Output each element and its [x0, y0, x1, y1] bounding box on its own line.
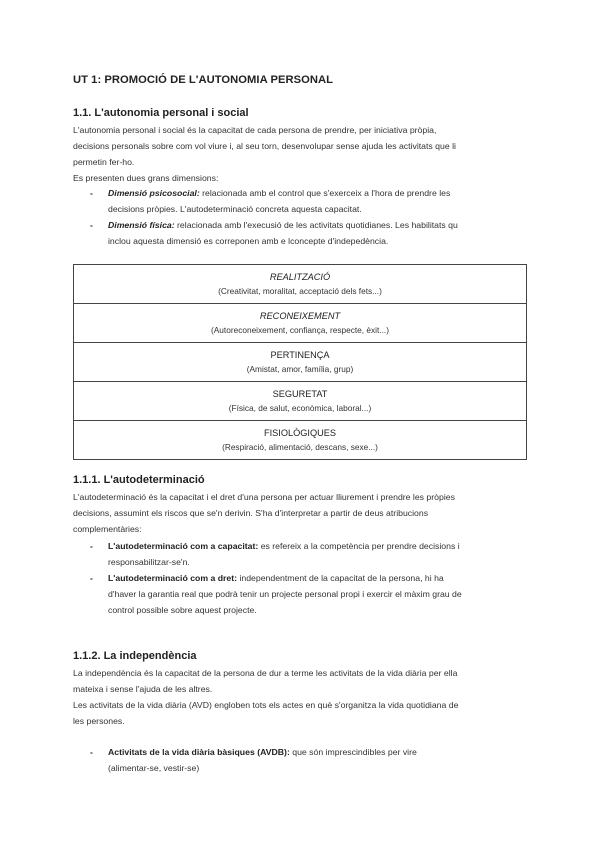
bullet-dash: - [90, 573, 93, 583]
paragraph-line: L'autonomia personal i social és la capacitat de cada persona de prendre, per iniciativa pròpia, [73, 125, 437, 135]
bullet-term: L'autodeterminació com a dret: [108, 573, 238, 583]
bullet-term: Activitats de la vida diària bàsiques (AVDB): [108, 747, 290, 757]
bullet-dret [108, 570, 462, 618]
bullet-text: relacionada amb el control que s'exerceix a l'hora de prendre les [199, 188, 451, 198]
bullet-text: independentment de la capacitat de la persona, hi ha [237, 573, 444, 583]
section-1-1-2-paragraph [73, 665, 458, 729]
paragraph-line: Les activitats de la vida diària (AVD) engloben tots els actes en què s'organitza la vida quotidiana de [73, 700, 459, 710]
pyramid-row-realitzacio [74, 265, 526, 304]
document-title: UT 1: PROMOCIÓ DE L'AUTONOMIA PERSONAL [73, 74, 334, 86]
paragraph-line: les persones. [73, 716, 125, 726]
section-1-1-2-heading: 1.1.2. La independència [73, 650, 197, 662]
section-1-1-paragraph [73, 122, 456, 186]
section-1-1-heading: 1.1. L'autonomia personal i social [73, 107, 249, 119]
pyramid-row-reconeixement [74, 304, 526, 343]
pyramid-row-desc: (Física, de salut, econòmica, laboral...) [228, 403, 372, 413]
section-1-1-1-heading: 1.1.1. L'autodeterminació [73, 474, 205, 486]
pyramid-row-desc: (Respiració, alimentació, descans, sexe...) [222, 442, 378, 452]
bullet-text: relacionada amb l'execusió de les activitats quotidianes. Les habilitats qu [174, 220, 458, 230]
bullet-text: responsabilitzar-se'n. [108, 557, 190, 567]
bullet-text: control possible sobre aquest projecte. [108, 605, 257, 615]
paragraph-line: La independència és la capacitat de la persona de dur a terme les activitats de la vida diària per ella [73, 668, 458, 678]
bullet-psicosocial [108, 185, 450, 217]
pyramid-row-title: SEGURETAT [272, 389, 328, 399]
bullet-text: decisions pròpies. L'autodeterminació concreta aquesta capacitat. [108, 204, 362, 214]
pyramid-row-title: PERTINENÇA [270, 350, 330, 360]
pyramid-row-seguretat [74, 382, 526, 421]
bullet-term: Dimensió psicosocial: [108, 188, 200, 198]
paragraph-line: decisions personals sobre com vol viure i, al seu torn, desenvolupar sense ajuda les activitats que li [73, 141, 456, 151]
paragraph-line: decisions, assumint els riscos que se'n derivin. S'ha d'interpretar a partir de deus atribucions [73, 508, 429, 518]
bullet-text: (alimentar-se, vestir-se) [108, 763, 200, 773]
bullet-text: que són imprescindibles per vire [289, 747, 417, 757]
paragraph-line: L'autodeterminació és la capacitat i el dret d'una persona per actuar lliurement i prendre les pròpies [73, 492, 455, 502]
needs-pyramid-table [73, 264, 527, 460]
paragraph-line: Es presenten dues grans dimensions: [73, 173, 219, 183]
pyramid-row-fisiologiques [74, 421, 526, 460]
paragraph-line: permetin fer-ho. [73, 157, 135, 167]
paragraph-line: complementàries: [73, 524, 142, 534]
bullet-capacitat [108, 538, 460, 570]
pyramid-row-desc: (Amistat, amor, família, grup) [246, 364, 354, 374]
pyramid-row-title: RECONEIXEMENT [259, 311, 341, 321]
bullet-dash: - [90, 747, 93, 757]
pyramid-row-pertinenca [74, 343, 526, 382]
section-1-1-1-paragraph [73, 489, 455, 537]
bullet-term: L'autodeterminació com a capacitat: [108, 541, 259, 551]
bullet-avdb [108, 744, 417, 776]
bullet-dash: - [90, 188, 93, 198]
bullet-dash: - [90, 541, 93, 551]
pyramid-row-desc: (Creativitat, moralitat, acceptació dels fets...) [218, 286, 382, 296]
bullet-text: es refereix a la competència per prendre decisions i [258, 541, 460, 551]
bullet-text: inclou aquesta dimensió es correponen amb e lconcepte d'indepedència. [108, 236, 389, 246]
bullet-dash: - [90, 220, 93, 230]
bullet-fisica [108, 217, 458, 249]
bullet-text: d'haver la garantia real que podrà tenir un projecte personal propi i exercir el màxim grau de [108, 589, 462, 599]
paragraph-line: mateixa i sense l'ajuda de les altres. [73, 684, 213, 694]
pyramid-row-title: REALITZACIÓ [269, 272, 331, 282]
pyramid-row-title: FISIOLÒGIQUES [264, 428, 336, 438]
pyramid-row-desc: (Autoreconeixement, confiança, respecte, èxit...) [210, 325, 389, 335]
bullet-term: Dimensió física: [108, 220, 175, 230]
